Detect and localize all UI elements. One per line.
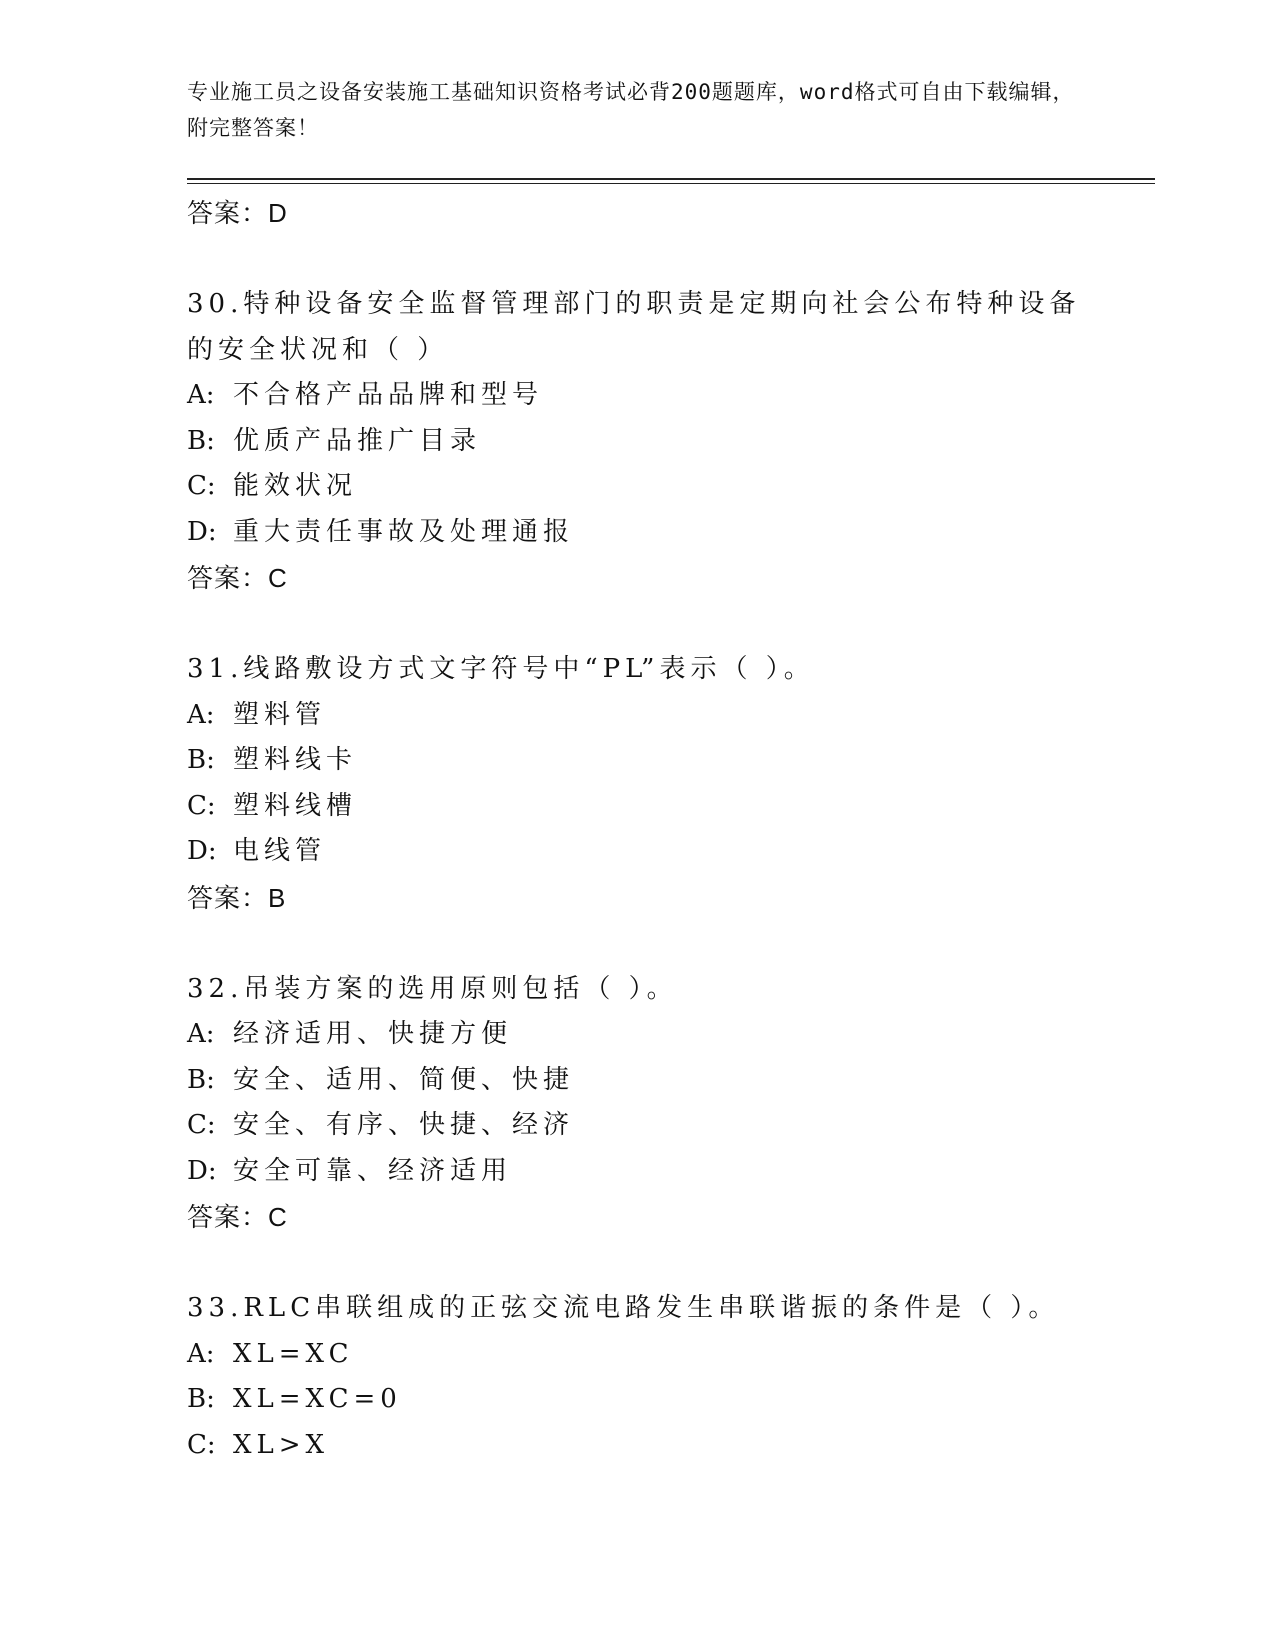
option-letter: D: [187,836,217,866]
option-letter: D: [187,1155,217,1186]
header-divider-thick [187,178,1155,180]
option-c [187,1103,1107,1149]
option-text: 电线管 [233,836,327,866]
option-letter: C: [187,790,216,821]
option-b [187,738,1107,784]
option-letter: C: [187,1429,216,1460]
option-a [187,1012,1107,1058]
option-text: 不合格产品品牌和型号 [233,380,544,410]
option-letter: B: [187,745,215,775]
option-c [187,784,1107,830]
document-header: 专业施工员之设备安装施工基础知识资格考试必背200题题库，word格式可自由下载编辑，附完整答案！ [187,80,1075,140]
question-30 [187,282,1107,601]
option-d [187,510,1107,556]
question-text: 30.特种设备安全监督管理部门的职责是定期向社会公布特种设备的安全状况和（ ） [187,289,1081,365]
option-text: 塑料线卡 [233,745,358,775]
question-text: 32.吊装方案的选用原则包括（ ）。 [187,973,678,1004]
question-text: 31.线路敷设方式文字符号中“PL”表示（ ）。 [187,654,815,684]
option-letter: D: [187,516,217,547]
option-a [187,1332,1107,1378]
option-letter: B: [187,1064,215,1095]
option-a [187,693,1107,739]
option-c [187,1423,1107,1469]
option-letter: C: [187,1110,216,1140]
answer-line: 答案：C [187,1202,288,1232]
option-text: 能效状况 [233,471,358,501]
option-d [187,829,1107,875]
option-text: 重大责任事故及处理通报 [233,516,575,547]
option-text: 塑料线槽 [233,790,358,821]
option-text: XL=XC=0 [233,1384,402,1414]
option-d [187,1149,1107,1195]
option-letter: B: [187,425,215,456]
question-list [187,190,1107,1468]
option-text: XL=XC [233,1338,354,1369]
option-text: 经济适用、快捷方便 [233,1019,513,1049]
answer-line: 答案：C [187,563,288,593]
option-letter: A: [187,380,215,410]
option-letter: C: [187,471,216,501]
question-33 [187,1286,1107,1468]
answer-line: 答案：D [187,198,288,228]
option-b [187,1377,1107,1423]
answer-line: 答案：B [187,882,287,913]
option-letter: A: [187,1019,215,1049]
option-a [187,373,1107,419]
option-b [187,1058,1107,1104]
option-text: 塑料管 [233,699,327,730]
option-letter: B: [187,1384,215,1414]
option-text: 安全、适用、简便、快捷 [233,1064,575,1095]
option-text: XL>X [233,1429,330,1460]
question-32 [187,967,1107,1241]
option-text: 优质产品推广目录 [233,425,482,456]
option-letter: A: [187,699,215,730]
option-b [187,419,1107,465]
option-c [187,464,1107,510]
option-text: 安全可靠、经济适用 [233,1155,513,1186]
option-text: 安全、有序、快捷、经济 [233,1110,575,1140]
header-divider-thin [187,183,1155,184]
question-text: 33.RLC串联组成的正弦交流电路发生串联谐振的条件是（ ）。 [187,1293,1060,1323]
question-31 [187,647,1107,921]
option-letter: A: [187,1338,215,1369]
